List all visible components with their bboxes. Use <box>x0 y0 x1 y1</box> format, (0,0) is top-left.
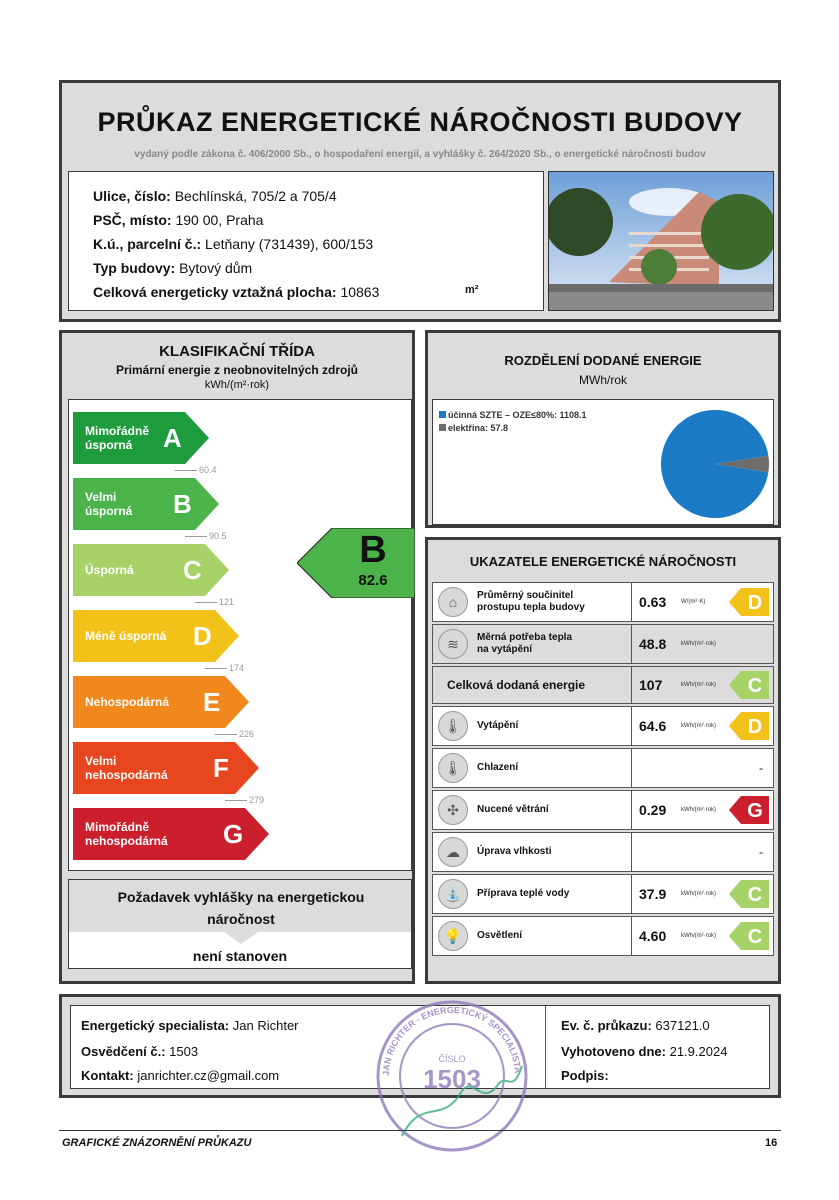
page-section-title: GRAFICKÉ ZNÁZORNĚNÍ PRŮKAZU <box>62 1137 252 1149</box>
class-arrow-c <box>73 544 229 596</box>
indicator-name-line1: Nucené větrání <box>477 804 549 815</box>
indicator-class-letter: G <box>747 800 763 822</box>
threshold-line <box>215 734 237 735</box>
class-arrow-letter: C <box>183 555 202 585</box>
date-value: 21.9.2024 <box>669 1044 728 1059</box>
class-label-line2: nehospodárná <box>85 768 168 782</box>
type-label: Typ budovy: <box>93 260 176 276</box>
street-value: Bechlínská, 705/2 a 705/4 <box>174 188 337 204</box>
classification-panel <box>59 330 415 984</box>
indicator-row <box>432 666 774 704</box>
psc-row <box>93 212 263 228</box>
indicator-name <box>477 804 549 816</box>
indicator-class-letter: D <box>747 592 763 614</box>
indicator-row <box>432 624 774 664</box>
stamp-small-text: ČÍSLO <box>438 1054 466 1064</box>
class-threshold: 121 <box>219 597 235 607</box>
class-arrow-d <box>73 610 239 662</box>
class-label-line1: Velmi <box>85 754 117 768</box>
legend-item-szte <box>439 410 587 420</box>
indicator-value: 48.8 <box>639 636 667 652</box>
indicator-divider <box>631 791 632 829</box>
indicator-row <box>432 874 774 914</box>
indicator-name-line2: na vytápění <box>477 644 533 655</box>
class-arrow-a <box>73 412 209 464</box>
legend-swatch <box>439 411 446 418</box>
requirement-value: není stanoven <box>192 948 288 964</box>
class-arrow-letter: D <box>193 621 212 651</box>
indicator-row <box>432 706 774 746</box>
humidity-icon: ☁ <box>438 837 468 867</box>
ev-label: Ev. č. průkazu: <box>561 1018 652 1033</box>
indicator-class-letter: C <box>747 675 763 697</box>
house-icon: ⌂ <box>438 587 468 617</box>
street-label: Ulice, číslo: <box>93 188 171 204</box>
indicator-name-line1: Měrná potřeba tepla <box>477 632 573 643</box>
distribution-chart <box>432 399 774 525</box>
current-class-value: 82.6 <box>358 572 388 589</box>
indicator-name <box>477 762 518 774</box>
indicator-row <box>432 748 774 788</box>
indicator-divider <box>631 583 632 621</box>
class-arrow-label <box>85 478 132 530</box>
requirement-box <box>68 879 412 969</box>
indicator-row <box>432 832 774 872</box>
sign-row <box>561 1068 609 1083</box>
classification-subtitle: Primární energie z neobnovitelných zdrojů <box>115 363 359 377</box>
sign-label: Podpis: <box>561 1068 609 1083</box>
indicator-name-line1: Chlazení <box>477 762 519 773</box>
class-arrow-b <box>73 478 219 530</box>
indicator-row <box>432 790 774 830</box>
indicator-divider <box>631 875 632 913</box>
class-arrow-letter: F <box>213 753 229 783</box>
indicator-divider <box>631 833 632 871</box>
threshold-line <box>205 668 227 669</box>
indicator-divider <box>631 749 632 787</box>
class-arrow-g <box>73 808 269 860</box>
area-label: Celková energeticky vztažná plocha: <box>93 284 337 300</box>
threshold-line <box>195 602 217 603</box>
type-value: Bytový dům <box>179 260 253 276</box>
indicator-name-line1: Úprava vlhkosti <box>477 846 552 857</box>
indicator-name-line1: Vytápění <box>477 720 519 731</box>
threshold-line <box>225 800 247 801</box>
energy-class-scale <box>68 399 412 871</box>
indicator-empty-dash: - <box>759 845 763 859</box>
ku-row <box>93 236 373 252</box>
legend-item-electricity <box>439 423 508 433</box>
contact-email: janrichter.cz@gmail.com <box>137 1068 280 1083</box>
class-threshold: 279 <box>249 795 265 805</box>
class-arrow-letter: G <box>223 819 244 849</box>
cert-label: Osvědčení č.: <box>81 1044 166 1059</box>
indicator-name <box>477 590 585 614</box>
indicators-title: UKAZATELE ENERGETICKÉ NÁROČNOSTI <box>469 554 737 569</box>
class-threshold: 226 <box>239 729 255 739</box>
class-label-line1: Mimořádně <box>85 424 150 438</box>
indicator-unit: kWh/(m²·rok) <box>681 682 716 688</box>
class-arrow-label <box>85 412 149 464</box>
indicator-row <box>432 916 774 956</box>
classification-unit: kWh/(m²·rok) <box>204 379 270 391</box>
indicator-class-badge <box>729 712 769 740</box>
indicator-value: 37.9 <box>639 886 667 902</box>
indicator-name-line2: prostupu tepla budovy <box>477 602 585 613</box>
class-threshold: 174 <box>229 663 245 673</box>
legend-swatch <box>439 424 446 431</box>
specialist-stamp <box>372 996 532 1156</box>
stamp-number: 1503 <box>423 1064 481 1094</box>
pie-chart <box>659 408 771 520</box>
class-arrow-label <box>85 676 169 728</box>
class-arrow-letter: B <box>173 489 192 519</box>
indicator-name <box>477 930 522 942</box>
indicator-class-letter: C <box>747 926 763 948</box>
indicator-name <box>477 846 551 858</box>
indicator-divider <box>631 625 632 663</box>
ku-value: Letňany (731439), 600/153 <box>205 236 374 252</box>
specialist-label: Energetický specialista: <box>81 1018 230 1033</box>
indicator-class-badge <box>729 671 769 699</box>
class-arrow-label <box>85 544 134 596</box>
indicator-unit: kWh/(m²·rok) <box>681 807 716 813</box>
ev-row <box>561 1018 710 1033</box>
indicator-value: 0.29 <box>639 802 667 818</box>
indicator-value: 64.6 <box>639 718 667 734</box>
class-label-line1: Mimořádně <box>85 820 150 834</box>
date-label: Vyhotoveno dne: <box>561 1044 666 1059</box>
indicator-class-letter: D <box>747 716 763 738</box>
ev-number: 637121.0 <box>655 1018 710 1033</box>
indicator-class-badge <box>729 796 769 824</box>
indicator-class-badge <box>729 922 769 950</box>
ku-label: K.ú., parcelní č.: <box>93 236 202 252</box>
faucet-icon: ⛲ <box>438 879 468 909</box>
indicator-class-letter: C <box>747 884 763 906</box>
indicator-value: 107 <box>639 677 663 693</box>
document-title: PRŮKAZ ENERGETICKÉ NÁROČNOSTI BUDOVY <box>97 107 743 137</box>
psc-label: PSČ, místo: <box>93 212 172 228</box>
class-arrow-letter: A <box>163 423 182 453</box>
type-row <box>93 260 252 276</box>
distribution-unit: MWh/rok <box>579 373 627 387</box>
indicator-unit: kWh/(m²·rok) <box>681 641 716 647</box>
class-label-line1: Méně úsporná <box>85 629 167 643</box>
indicator-class-badge <box>729 880 769 908</box>
indicator-divider <box>631 917 632 955</box>
specialist-row <box>81 1018 299 1033</box>
area-row <box>93 284 379 300</box>
class-label-line2: nehospodárná <box>85 834 168 848</box>
class-label-line1: Úsporná <box>85 563 134 577</box>
footer-divider <box>545 1006 546 1088</box>
indicator-name <box>477 720 518 732</box>
class-label-line2: úsporná <box>85 504 133 518</box>
requirement-pointer <box>221 930 261 944</box>
class-arrow-e <box>73 676 249 728</box>
certificate-header <box>59 80 781 322</box>
indicator-name <box>447 679 585 691</box>
class-arrow-label <box>85 742 168 794</box>
class-arrow-label <box>85 610 166 662</box>
building-photo <box>548 171 774 311</box>
indicator-name-line1: Osvětlení <box>477 930 523 941</box>
contact-label: Kontakt: <box>81 1068 134 1083</box>
specialist-name: Jan Richter <box>232 1018 299 1033</box>
document-subtitle: vydaný podle zákona č. 406/2000 Sb., o hospodaření energií, a vyhlášky č. 264/2020 Sb., o energetické náročnosti budov <box>134 149 706 160</box>
indicator-value: 0.63 <box>639 594 667 610</box>
indicator-name-line1: Celková dodaná energie <box>447 678 586 692</box>
indicator-unit: kWh/(m²·rok) <box>681 933 716 939</box>
page-number: 16 <box>765 1137 778 1149</box>
cert-row <box>81 1044 198 1059</box>
area-unit: m² <box>465 284 479 296</box>
class-arrow-f <box>73 742 259 794</box>
distribution-title: ROZDĚLENÍ DODANÉ ENERGIE <box>504 353 702 368</box>
requirement-title: Požadavek vyhlášky na energetickou náročnost <box>117 889 365 927</box>
building-info-panel <box>68 171 544 311</box>
current-class-letter: B <box>359 529 387 571</box>
cert-number: 1503 <box>169 1044 199 1059</box>
indicator-empty-dash: - <box>759 761 763 775</box>
indicator-divider <box>631 667 632 703</box>
fan-icon: ✣ <box>438 795 468 825</box>
street-row <box>93 188 337 204</box>
threshold-line <box>185 536 207 537</box>
legend-label: účinná SZTE – OZE≤80%: 1108.1 <box>448 410 587 420</box>
class-label-line1: Nehospodárná <box>85 695 170 709</box>
page-footer-line <box>59 1130 781 1131</box>
indicator-unit: kWh/(m²·rok) <box>681 891 716 897</box>
indicator-class-badge <box>729 588 769 616</box>
class-threshold: 60.4 <box>199 465 217 475</box>
lightbulb-icon: 💡 <box>438 921 468 951</box>
class-threshold: 90.5 <box>209 531 227 541</box>
indicator-name <box>477 632 572 656</box>
date-row <box>561 1044 727 1059</box>
indicator-value: 4.60 <box>639 928 667 944</box>
energy-distribution-panel <box>425 330 781 528</box>
class-label-line1: Velmi <box>85 490 117 504</box>
indicator-name <box>477 888 569 900</box>
contact-row <box>81 1068 279 1083</box>
indicators-panel <box>425 537 781 984</box>
indicator-unit: kWh/(m²·rok) <box>681 723 716 729</box>
indicator-name-line1: Průměrný součinitel <box>477 590 574 601</box>
indicator-divider <box>631 707 632 745</box>
psc-value: 190 00, Praha <box>175 212 264 228</box>
thermometer-heat-icon: 🌡 <box>438 711 468 741</box>
class-arrow-letter: E <box>203 687 221 717</box>
threshold-line <box>175 470 197 471</box>
thermometer-cool-icon: 🌡 <box>438 753 468 783</box>
indicator-name-line1: Příprava teplé vody <box>477 888 570 899</box>
class-arrow-label <box>85 808 168 860</box>
classification-title: KLASIFIKAČNÍ TŘÍDA <box>159 343 315 360</box>
stamp-ring-text: JAN RICHTER - ENERGETICKÝ SPECIALISTA <box>380 1004 524 1077</box>
class-label-line2: úsporná <box>85 438 133 452</box>
heat-wave-icon: ≋ <box>438 629 468 659</box>
indicator-unit: W/(m²·K) <box>681 599 706 605</box>
legend-label: elektřina: 57.8 <box>448 423 509 433</box>
area-value: 10863 <box>340 284 380 300</box>
indicator-row <box>432 582 774 622</box>
